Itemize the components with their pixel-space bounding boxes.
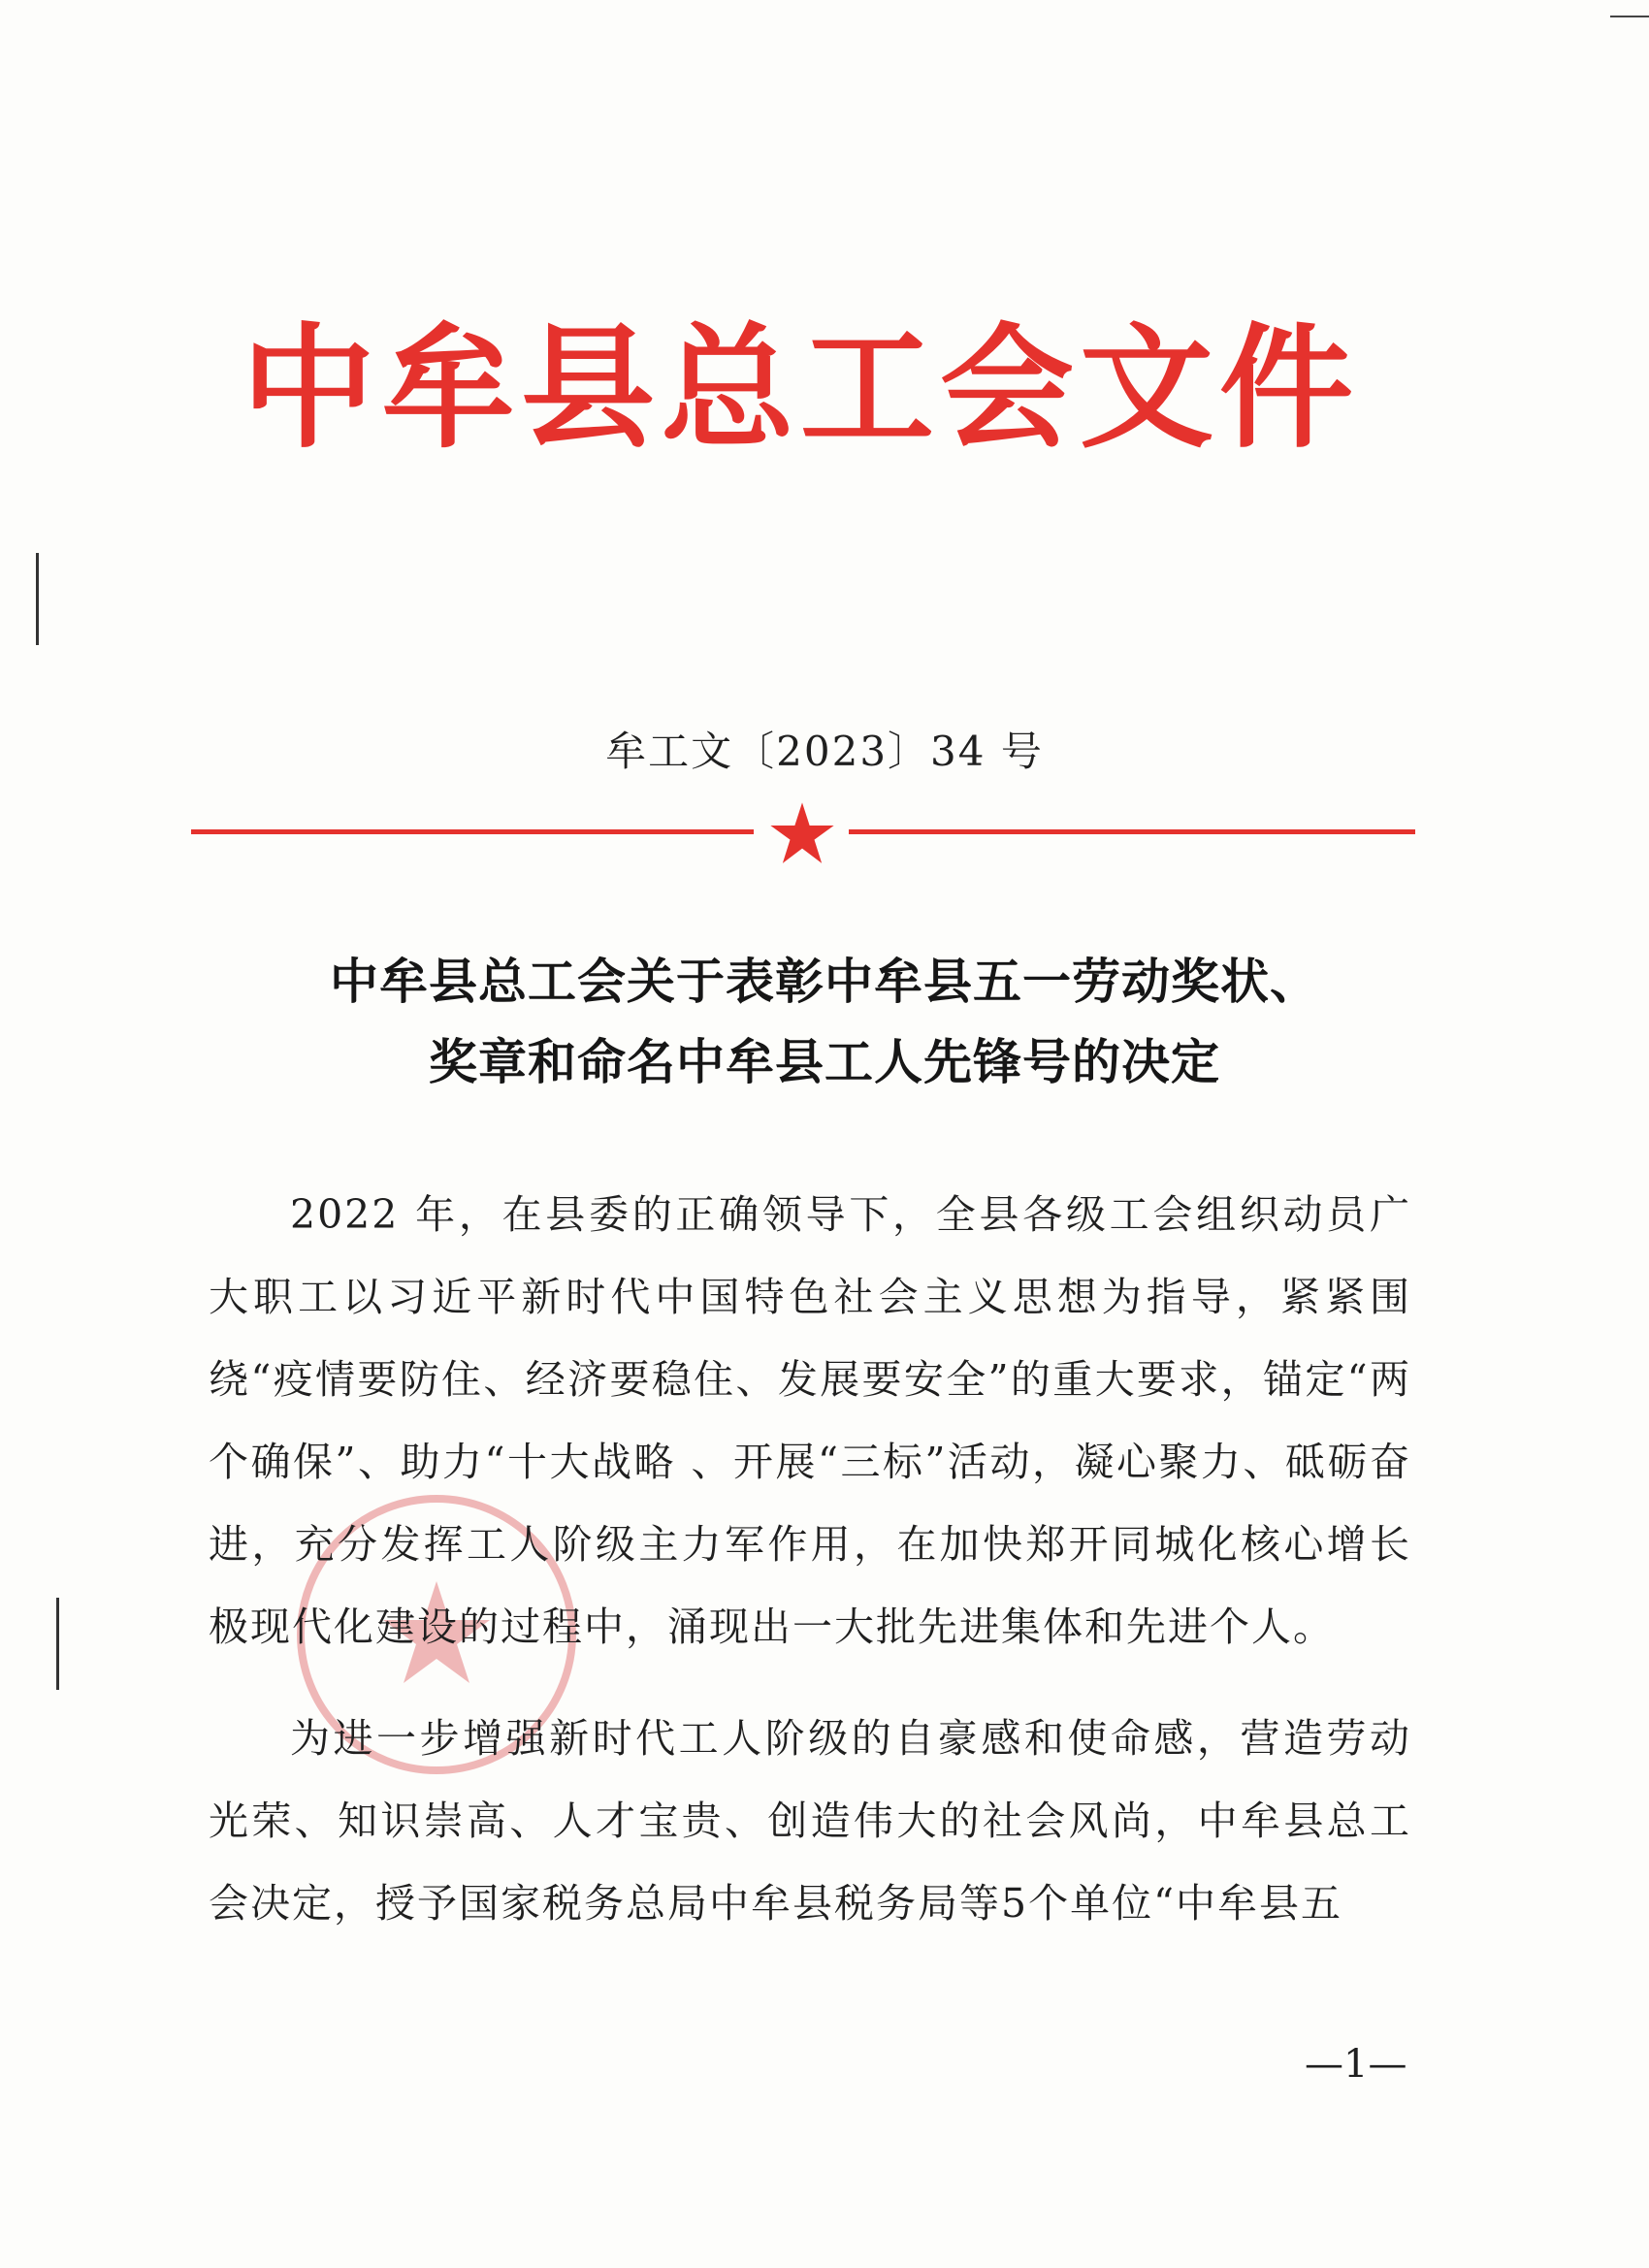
page-number: —1— (1305, 2042, 1407, 2087)
red-divider-right (849, 829, 1415, 834)
red-star-icon (768, 801, 836, 865)
binding-mark-bottom (56, 1598, 59, 1690)
red-divider-left (191, 829, 754, 834)
body-paragraph-1: 2022 年，在县委的正确领导下，全县各级工会组织动员广大职工以习近平新时代中国特色社会主义思想为指导，紧紧围绕“疫情要防住、经济要稳住、发展要安全”的重大要求，锚定“两个确保”、助力“十大战略 、开展“三标”活动，凝心聚力、砥砺奋进，充分发挥工人阶级主力军作用，在加快郑开同城化核心增长极现代化建设的过程中，涌现出一大批先进集体和先进个人。 (209, 1191, 1411, 1650)
body-paragraph-2: 为进一步增强新时代工人阶级的自豪感和使命感，营造劳动光荣、知识崇高、人才宝贵、创造伟大的社会风尚，中牟县总工会决定，授予国家税务总局中牟县税务局等5个单位“中牟县五 (209, 1715, 1411, 1927)
document-number: 牟工文〔2023〕34 号 (605, 728, 1044, 775)
document-title-line-2: 奖章和命名中牟县工人先锋号的决定 (429, 1033, 1220, 1090)
corner-scan-mark (1610, 16, 1649, 17)
document-title-line-1: 中牟县总工会关于表彰中牟县五一劳动奖状、 (330, 953, 1319, 1010)
issuer-header-title: 中牟县总工会文件 (241, 308, 1359, 467)
binding-mark-top (36, 553, 39, 645)
